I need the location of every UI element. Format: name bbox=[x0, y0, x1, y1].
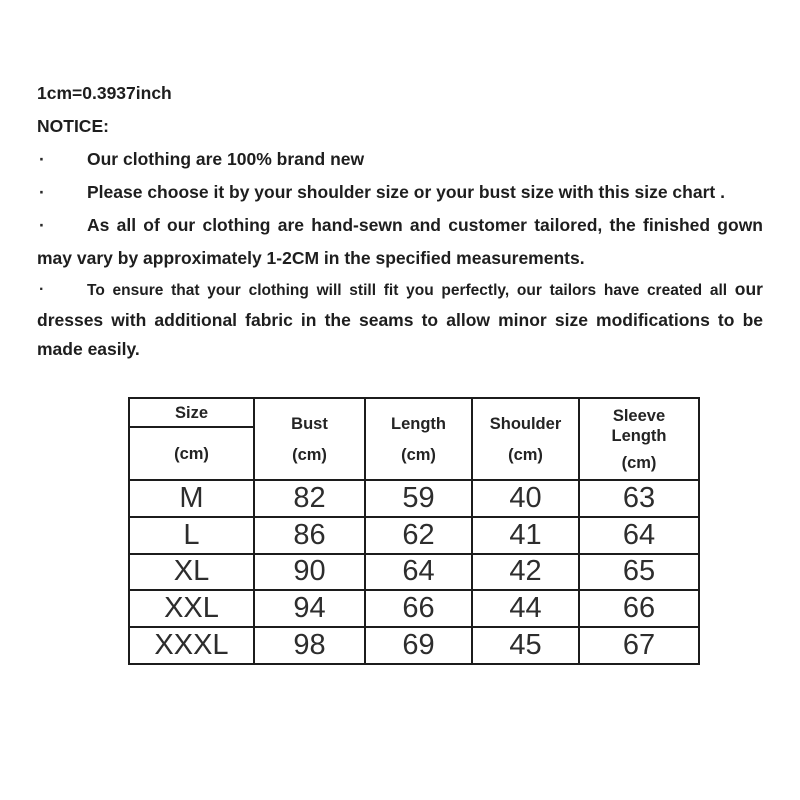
notes-section bbox=[37, 77, 763, 365]
column-header-length-label: Length bbox=[391, 414, 446, 433]
column-header-shoulder bbox=[472, 398, 579, 480]
size-cell: L bbox=[129, 517, 254, 554]
size-cell: XXXL bbox=[129, 627, 254, 664]
bust-cell: 98 bbox=[254, 627, 365, 664]
length-cell: 66 bbox=[365, 590, 472, 627]
bust-cell: 94 bbox=[254, 590, 365, 627]
length-cell: 59 bbox=[365, 480, 472, 517]
bullet-text-rest: our dresses with additional fabric in the seams to allow minor size modifications to be made easily. bbox=[37, 279, 763, 359]
column-header-size-label: Size bbox=[130, 399, 253, 428]
bullet-dot: · bbox=[39, 182, 45, 202]
sleeve-length-cell: 67 bbox=[579, 627, 699, 664]
size-cell: XL bbox=[129, 554, 254, 591]
column-header-sleeve-label-line1: Sleeve bbox=[612, 406, 666, 425]
bullet-text: Please choose it by your shoulder size or your bust size with this size chart . bbox=[87, 182, 725, 202]
column-header-bust-unit: (cm) bbox=[292, 445, 327, 464]
column-header-sleeve-label-line2: Length bbox=[611, 426, 667, 445]
bullet-item-extra-fabric bbox=[37, 275, 763, 365]
size-row-l bbox=[129, 517, 699, 554]
column-header-shoulder-unit: (cm) bbox=[508, 445, 543, 464]
bust-cell: 86 bbox=[254, 517, 365, 554]
column-header-sleeve-unit: (cm) bbox=[621, 453, 657, 472]
bullet-text: Our clothing are 100% brand new bbox=[87, 149, 365, 169]
size-table bbox=[128, 397, 700, 665]
column-header-size-unit: (cm) bbox=[174, 444, 209, 463]
size-row-xxxl bbox=[129, 627, 699, 664]
shoulder-cell: 40 bbox=[472, 480, 579, 517]
bust-cell: 90 bbox=[254, 554, 365, 591]
sleeve-length-cell: 64 bbox=[579, 517, 699, 554]
notice-heading: NOTICE: bbox=[37, 116, 109, 136]
column-header-length bbox=[365, 398, 472, 480]
length-cell: 64 bbox=[365, 554, 472, 591]
size-row-xxl bbox=[129, 590, 699, 627]
sleeve-length-cell: 63 bbox=[579, 480, 699, 517]
bullet-text: As all of our clothing are hand-sewn and customer tailored, the finished gown may vary by approximately 1-2CM in the specified measurements. bbox=[37, 215, 763, 268]
column-header-size bbox=[129, 398, 254, 480]
bullet-dot: · bbox=[39, 281, 45, 298]
column-header-bust-label: Bust bbox=[291, 414, 328, 433]
length-cell: 62 bbox=[365, 517, 472, 554]
size-cell: M bbox=[129, 480, 254, 517]
column-header-shoulder-label: Shoulder bbox=[489, 414, 562, 433]
bullet-item-choose-size bbox=[37, 176, 763, 209]
shoulder-cell: 44 bbox=[472, 590, 579, 627]
cm-inch-conversion-note: 1cm=0.3937inch bbox=[37, 83, 172, 103]
shoulder-cell: 42 bbox=[472, 554, 579, 591]
size-cell: XXL bbox=[129, 590, 254, 627]
bullet-dot: · bbox=[39, 149, 45, 169]
size-row-xl bbox=[129, 554, 699, 591]
shoulder-cell: 41 bbox=[472, 517, 579, 554]
shoulder-cell: 45 bbox=[472, 627, 579, 664]
column-header-bust bbox=[254, 398, 365, 480]
size-row-m bbox=[129, 480, 699, 517]
bullet-text bbox=[37, 275, 763, 365]
bust-cell: 82 bbox=[254, 480, 365, 517]
column-header-length-unit: (cm) bbox=[401, 445, 436, 464]
size-table-header-row bbox=[129, 398, 699, 480]
bullet-dot: · bbox=[39, 215, 45, 235]
sleeve-length-cell: 66 bbox=[579, 590, 699, 627]
sleeve-length-cell: 65 bbox=[579, 554, 699, 591]
length-cell: 69 bbox=[365, 627, 472, 664]
bullet-item-brand-new bbox=[37, 143, 763, 176]
column-header-sleeve-length bbox=[579, 398, 699, 480]
bullet-text-lead: To ensure that your clothing will still fit you perfectly, our tailors have created all bbox=[87, 282, 735, 299]
bullet-item-hand-sewn bbox=[37, 209, 763, 275]
